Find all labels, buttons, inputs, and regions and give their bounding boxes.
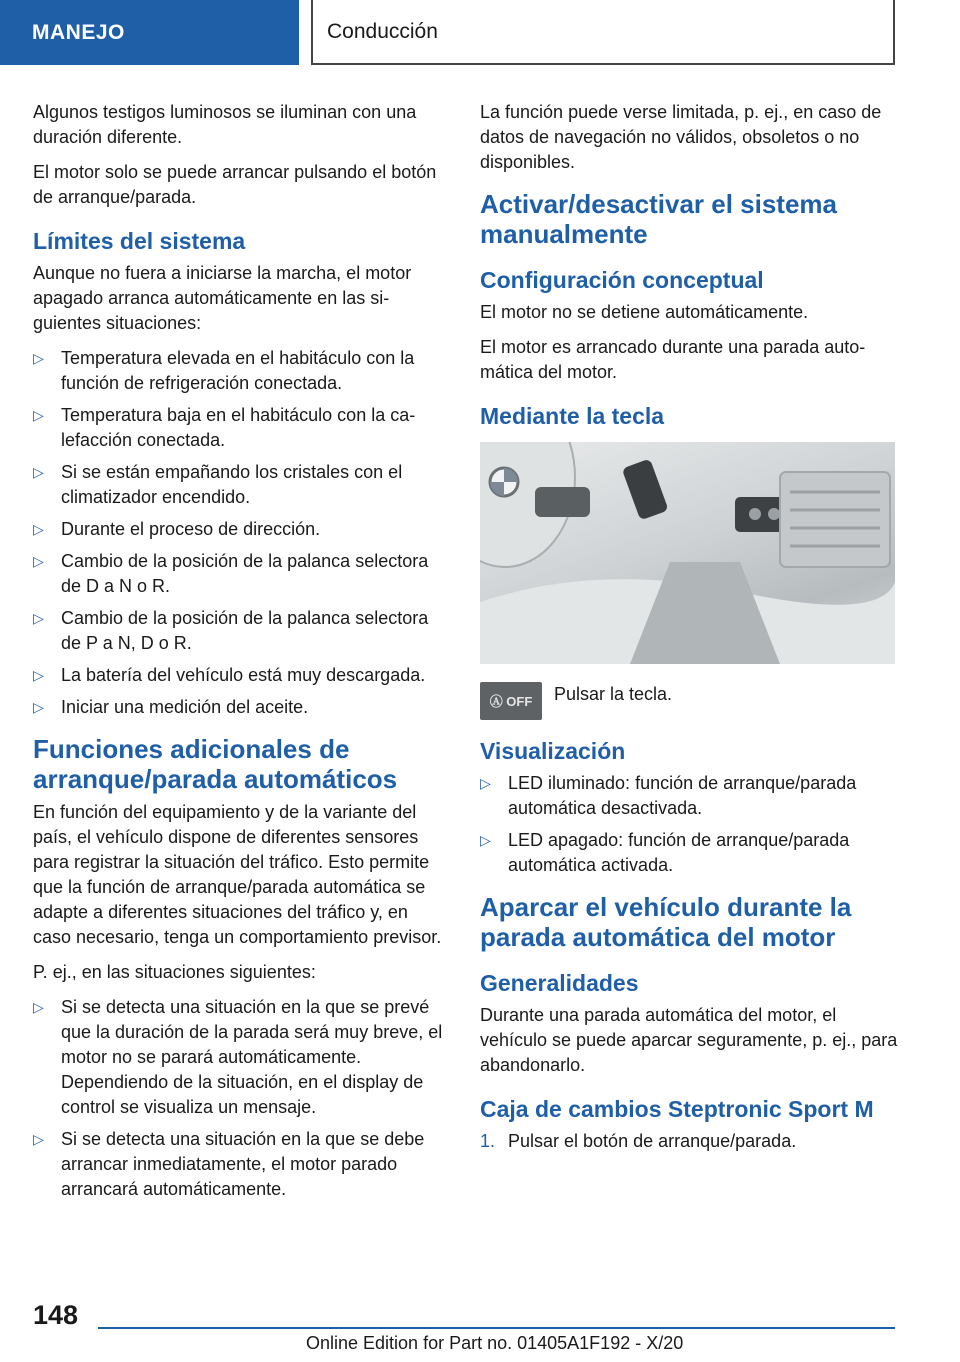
list-item-text: Temperatura elevada en el habitáculo con la función de refrigeración conectada. [61,348,415,393]
press-button-text: Pulsar la tecla. [554,684,673,704]
step-text: Pulsar el botón de arranque/parada. [508,1131,797,1151]
dashboard-illustration [480,442,895,664]
triangle-bullet-icon: ▷ [33,553,44,569]
auto-start-stop-off-icon: Ⓐ OFF [480,682,542,720]
display-list [480,771,898,878]
list-item-text: LED apagado: función de arranque/parada automática activada. [508,830,850,875]
heading-system-limits: Límites del sistema [33,228,246,254]
paragraph: El motor no se detiene automáticamente. [480,302,809,322]
list-item [33,460,447,510]
list-item-text: Si se detecta una situación en la que se debe arrancar inmediatamente, el motor parado arrancará automáticamente. [61,1129,425,1199]
triangle-bullet-icon: ▷ [33,464,44,480]
list-item-text: LED iluminado: función de arranque/parada automática desactivada. [508,773,857,818]
situations-list [33,995,447,1202]
paragraph: La función puede verse limitada, p. ej., en caso de datos de navegación no válidos, obsoletos o no disponibles. [480,102,882,172]
triangle-bullet-icon: ▷ [480,832,491,848]
paragraph: Aunque no fuera a iniciarse la marcha, el motor apagado arranca automáticamente en las siguientes situaciones: [33,263,412,333]
list-item [33,1127,447,1202]
triangle-bullet-icon: ▷ [33,350,44,366]
list-item-text: Cambio de la posición de la palanca selectora de D a N o R. [61,551,429,596]
list-item-text: Iniciar una medición del aceite. [61,697,309,717]
heading-gearbox: Caja de cambios Steptronic Sport M [480,1096,874,1122]
paragraph: Algunos testigos luminosos se iluminan con una duración diferente. [33,102,417,147]
list-item-text: Temperatura baja en el habitáculo con la calefacción conectada. [61,405,416,450]
paragraph: Durante una parada automática del motor, el vehículo se puede aparcar seguramente, p. ej., para abandonarlo. [480,1005,898,1075]
footer-edition: Online Edition for Part no. 01405A1F192 - X/20 [306,1333,684,1353]
list-item-text: Si se están empañando los cristales con el climatizador encendido. [61,462,403,507]
list-item [480,771,898,821]
triangle-bullet-icon: ▷ [480,775,491,791]
chapter-title: Conducción [311,0,895,65]
triangle-bullet-icon: ▷ [33,1131,44,1147]
heading-concept: Configuración conceptual [480,267,764,293]
triangle-bullet-icon: ▷ [33,667,44,683]
paragraph: El motor es arrancado durante una parada automática del motor. [480,337,866,382]
triangle-bullet-icon: ▷ [33,521,44,537]
press-button-row [480,682,898,720]
list-item-text: Cambio de la posición de la palanca selectora de P a N, D o R. [61,608,429,653]
dashboard-photo [480,442,895,664]
list-item [33,403,447,453]
left-column [33,100,447,1209]
section-tab: MANEJO [0,0,299,65]
footer-divider [98,1327,895,1329]
list-item [480,828,898,878]
step-number: 1. [480,1131,496,1151]
heading-display: Visualización [480,738,626,764]
paragraph: P. ej., en las situaciones siguientes: [33,962,316,982]
list-item-text: La batería del vehículo está muy descargada. [61,665,426,685]
triangle-bullet-icon: ▷ [33,610,44,626]
page-number: 148 [33,1300,79,1330]
list-item-text: Durante el proceso de dirección. [61,519,321,539]
list-item [33,995,447,1120]
list-item [33,517,447,542]
steps-list [480,1129,898,1154]
list-item [33,346,447,396]
heading-general: Generalidades [480,970,639,996]
list-item [33,606,447,656]
list-item [33,663,447,688]
right-column [480,100,898,1161]
paragraph: En función del equipamiento y de la variante del país, el vehículo dispone de diferentes sensores para registrar la situación del tráfico. Esto permite que la función de arranque/parada automática se adapte a diferentes situaciones del tráfico y, en caso necesario, tenga un comportamiento previsor. [33,802,442,947]
list-item [33,549,447,599]
list-item-text: Si se detecta una situación en la que se prevé que la duración de la parada será muy breve, el motor no se parará automáticamente. Dependiendo de la situación, en el display de control se visualiza un mensaje. [61,997,443,1117]
triangle-bullet-icon: ▷ [33,699,44,715]
paragraph: El motor solo se puede arrancar pulsando el botón de arranque/parada. [33,162,437,207]
limits-list [33,346,447,720]
triangle-bullet-icon: ▷ [33,999,44,1015]
list-item [33,695,447,720]
step-item [480,1129,898,1154]
heading-activate-manual: Activar/desactivar el sistema manualmente [480,189,837,249]
heading-additional-functions: Funciones adicionales de arranque/parada automáticos [33,734,398,794]
heading-via-button: Mediante la tecla [480,403,665,429]
triangle-bullet-icon: ▷ [33,407,44,423]
heading-park-vehicle: Aparcar el vehículo durante la parada automática del motor [480,892,852,952]
